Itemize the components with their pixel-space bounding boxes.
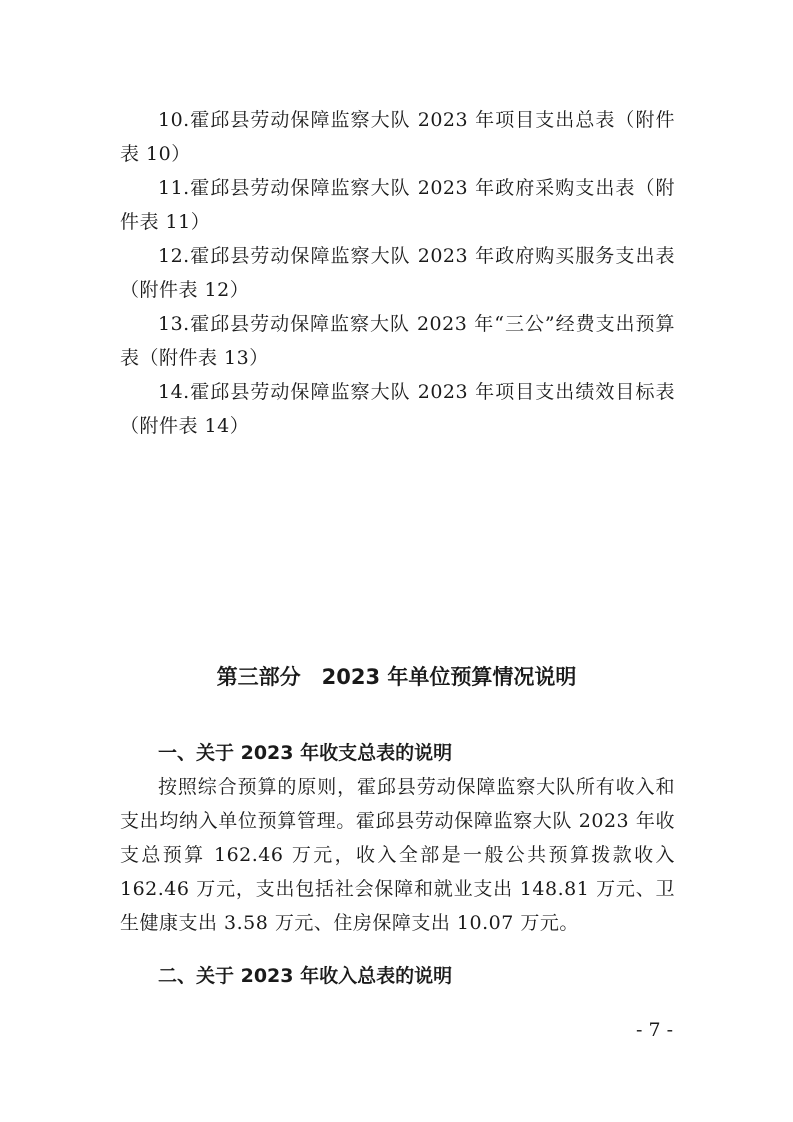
attachment-item-13: 13.霍邱县劳动保障监察大队 2023 年“三公”经费支出预算表（附件表 13） (120, 313, 675, 369)
heading-income-summary: 二、关于 2023 年收入总表的说明 (158, 965, 453, 987)
attachment-item-12: 12.霍邱县劳动保障监察大队 2023 年政府购买服务支出表（附件表 12） (120, 245, 675, 301)
attachment-item-10: 10.霍邱县劳动保障监察大队 2023 年项目支出总表（附件表 10） (120, 109, 675, 165)
section-title: 第三部分 2023 年单位预算情况说明 (216, 665, 577, 689)
attachment-item-11: 11.霍邱县劳动保障监察大队 2023 年政府采购支出表（附件表 11） (120, 177, 675, 233)
attachment-item-14: 14.霍邱县劳动保障监察大队 2023 年项目支出绩效目标表（附件表 14） (120, 381, 675, 437)
paragraph-income-expense-summary: 按照综合预算的原则，霍邱县劳动保障监察大队所有收入和支出均纳入单位预算管理。霍邱县劳动保障监察大队 2023 年收支总预算 162.46 万元，收入全部是一般公共预算拨款收入 162.46 万元，支出包括社会保障和就业支出 148.81 万元、卫生健康支出 3.58 万元、住房保障支出 10.07 万元。 (120, 776, 675, 934)
page-number: - 7 - (635, 1019, 673, 1041)
attachment-list (120, 103, 675, 443)
heading-income-expense-summary: 一、关于 2023 年收支总表的说明 (158, 742, 453, 764)
